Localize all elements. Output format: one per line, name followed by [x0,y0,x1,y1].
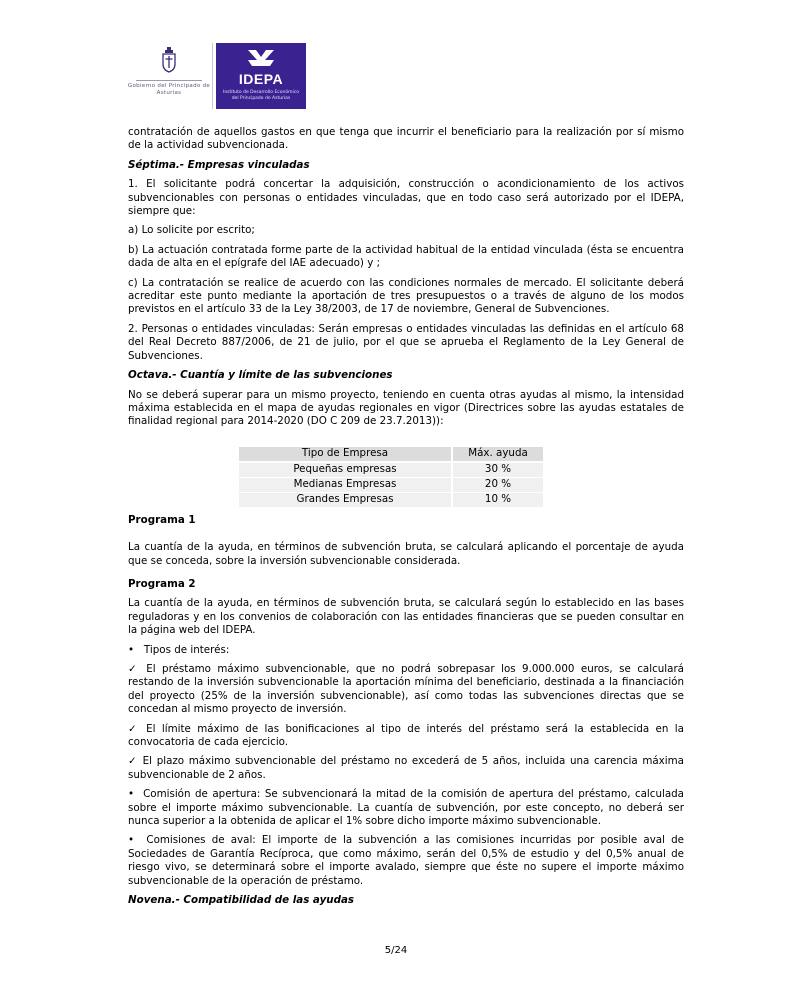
gobierno-asturias-logo [126,43,213,109]
table-header-row [239,447,543,462]
bullet-icon: • [128,788,135,801]
bullet-text: Comisiones de aval: El importe de la subvención a las comisiones incurridas por posible aval de Sociedades de Garantía Recíproca, que como máximo, serán del 0,5% de estudio y del 0,5% anual de riesgo vivo, se determinará sobre el importe avalado, siempre que éste no supere el importe máximo subvencionable de la operación de préstamo. [128,834,684,887]
bullet-icon: • [128,834,135,847]
table-cell: 20 % [452,477,543,492]
logo-divider [136,80,202,81]
table-cell: 30 % [452,462,543,478]
bullet-item-tipos [128,644,684,657]
checkmark-icon: ✓ [128,662,140,675]
paragraph-septima-c: c) La contratación se realice de acuerdo con las condiciones normales de mercado. El solicitante deberá acreditar este punto mediante la aportación de tres presupuestos o a través de alguno de los modos previstos en el artículo 33 de la Ley 38/2003, de 17 de noviembre, General de Subvenciones. [128,276,684,316]
crest-icon [162,47,176,73]
table-row [239,462,543,478]
bullet-icon: • [128,643,135,656]
check-text: El límite máximo de las bonificaciones al tipo de interés del préstamo será la establecida en la convocatoria de cada ejercicio. [128,722,684,748]
paragraph-septima-1: 1. El solicitante podrá concertar la adquisición, construcción o acondicionamiento de los activos subvencionables con personas o entidades vinculadas, que en todo caso será autorizado por el IDEPA, siempre que: [128,178,684,218]
page-number: 5/24 [384,945,408,956]
bullet-text: Tipos de interés: [143,643,230,656]
table-row [239,492,543,507]
checkmark-icon: ✓ [128,755,139,768]
heading-septima: Séptima.- Empresas vinculadas [128,158,310,171]
check-item-3 [128,755,684,782]
paragraph-septima-b: b) La actuación contratada forme parte de la actividad habitual de la entidad vinculada (ésta se encuentra dada de alta en el epígrafe del IAE adecuado) y ; [128,243,684,270]
paragraph-septima-2: 2. Personas o entidades vinculadas: Serán empresas o entidades vinculadas las definidas en el artículo 68 del Real Decreto 887/2006, de 21 de julio, por el que se aprueba el Reglamento de la Ley General de Subvenciones. [128,322,684,362]
table-cell: Grandes Empresas [239,492,452,507]
bullet-text: Comisión de apertura: Se subvencionará la mitad de la comisión de apertura del préstamo, calculada sobre el importe máximo subvencionable. La cuantía de subvención, por este concepto, no deberá ser nunca superior a la obtenida de aplicar el 1% sobre dicho importe máximo subvencionable. [128,788,684,828]
aid-intensity-table-wrapper [239,447,684,508]
check-item-2 [128,723,684,750]
table-cell: 10 % [452,492,543,507]
idepa-emblem-icon [246,48,276,68]
heading-octava: Octava.- Cuantía y límite de las subvenciones [128,369,393,382]
idepa-logo-name: IDEPA [238,71,284,87]
check-item-1 [128,663,684,717]
aid-intensity-table [239,447,543,508]
document-body [128,126,684,913]
table-row [239,477,543,492]
checkmark-icon: ✓ [128,722,140,735]
paragraph-septima-a: a) Lo solicite por escrito; [128,224,255,237]
column-header-max-aid: Máx. ayuda [452,447,543,462]
bullet-item-apertura [128,788,684,828]
heading-programa-1: Programa 1 [128,513,196,526]
paragraph-programa-2: La cuantía de la ayuda, en términos de subvención bruta, se calculará según lo establecido en las bases reguladoras y en los convenios de colaboración con las entidades financieras que se pueden consultar en la página web del IDEPA. [128,597,684,637]
table-cell: Pequeñas empresas [239,462,452,478]
gov-logo-text: Gobierno del Principado de Asturias [127,83,211,96]
heading-programa-2: Programa 2 [128,577,196,590]
table-cell: Medianas Empresas [239,477,452,492]
heading-novena: Novena.- Compatibilidad de las ayudas [128,894,355,907]
check-text: El plazo máximo subvencionable del préstamo no excederá de 5 años, incluida una carencia máxima subvencionable de 2 años. [128,755,684,781]
bullet-item-aval [128,834,684,888]
column-header-company-type: Tipo de Empresa [239,447,452,462]
paragraph-octava-1: No se deberá superar para un mismo proyecto, teniendo en cuenta otras ayudas al mismo, la intensidad máxima establecida en el mapa de ayudas regionales en vigor (Directrices sobre las ayudas estatales de finalidad regional para 2014-2020 (DO C 209 de 23.7.2013)): [128,388,684,428]
paragraph-intro: contratación de aquellos gastos en que tenga que incurrir el beneficiario para la realización por sí mismo de la actividad subvencionada. [128,126,684,152]
idepa-logo [216,43,306,109]
paragraph-programa-1: La cuantía de la ayuda, en términos de subvención bruta, se calculará aplicando el porcentaje de ayuda que se conceda, sobre la inversión subvencionable considerada. [128,541,684,567]
idepa-logo-subtitle: Instituto de Desarrollo Económico del Principado de Asturias [223,90,299,101]
check-text: El préstamo máximo subvencionable, que no podrá sobrepasar los 9.000.000 euros, se calculará restando de la inversión subvencionable la aportación mínima del beneficiario, destinada a la financiación del proyecto (25% de la inversión subvencionable), así como todas las subvenciones directas que se concedan al mismo proyecto de inversión. [128,662,684,716]
